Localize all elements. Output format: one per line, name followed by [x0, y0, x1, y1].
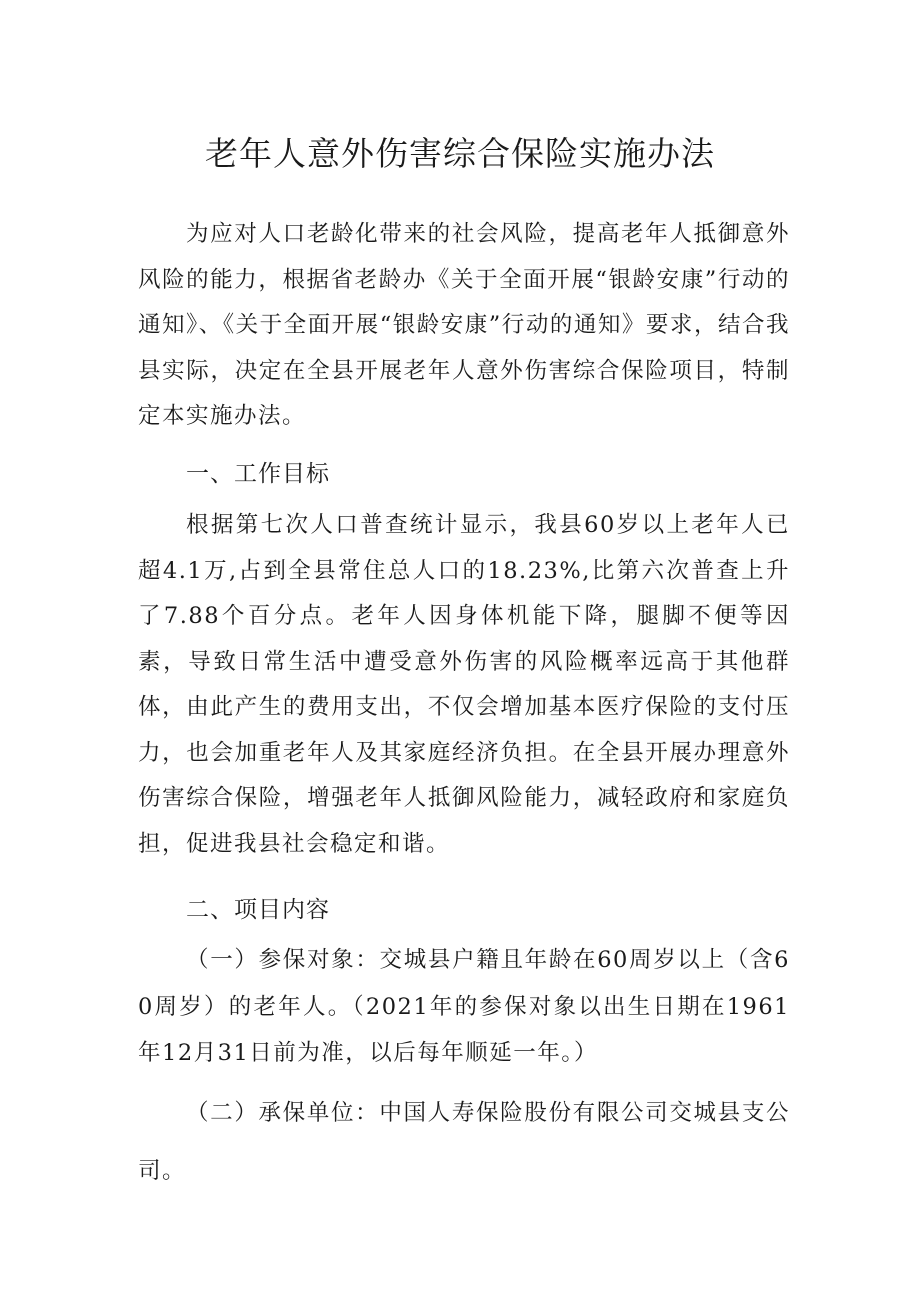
- document-title: 老年人意外伤害综合保险实施办法: [205, 134, 715, 173]
- section-heading-goals: 一、工作目标: [186, 461, 330, 487]
- section-heading-content: 二、项目内容: [186, 897, 330, 923]
- goals-paragraph: 根据第七次人口普查统计显示，我县60岁以上老年人已超4.1万,占到全县常住总人口的18.23%,比第六次普查上升了7.88个百分点。老年人因身体机能下降，腿脚不便等因素，导致日常生活中遭受意外伤害的风险概率远高于其他群体，由此产生的费用支出，不仅会增加基本医疗保险的支付压力，也会加重老年人及其家庭经济负担。在全县开展办理意外伤害综合保险，增强老年人抵御风险能力，减轻政府和家庭负担，促进我县社会稳定和谐。: [138, 512, 790, 857]
- item-underwriter: （二）承保单位：中国人寿保险股份有限公司交城县支公司。: [138, 1100, 790, 1184]
- item-insured-persons: （一）参保对象：交城县户籍且年龄在60周岁以上（含60周岁）的老年人。（2021年的参保对象以出生日期在1961年12月31日前为准，以后每年顺延一年。）: [138, 947, 790, 1066]
- intro-paragraph: 为应对人口老龄化带来的社会风险，提高老年人抵御意外风险的能力，根据省老龄办《关于全面开展“银龄安康”行动的通知》、《关于全面开展“银龄安康”行动的通知》要求，结合我县实际，决定在全县开展老年人意外伤害综合保险项目，特制定本实施办法。: [138, 221, 790, 429]
